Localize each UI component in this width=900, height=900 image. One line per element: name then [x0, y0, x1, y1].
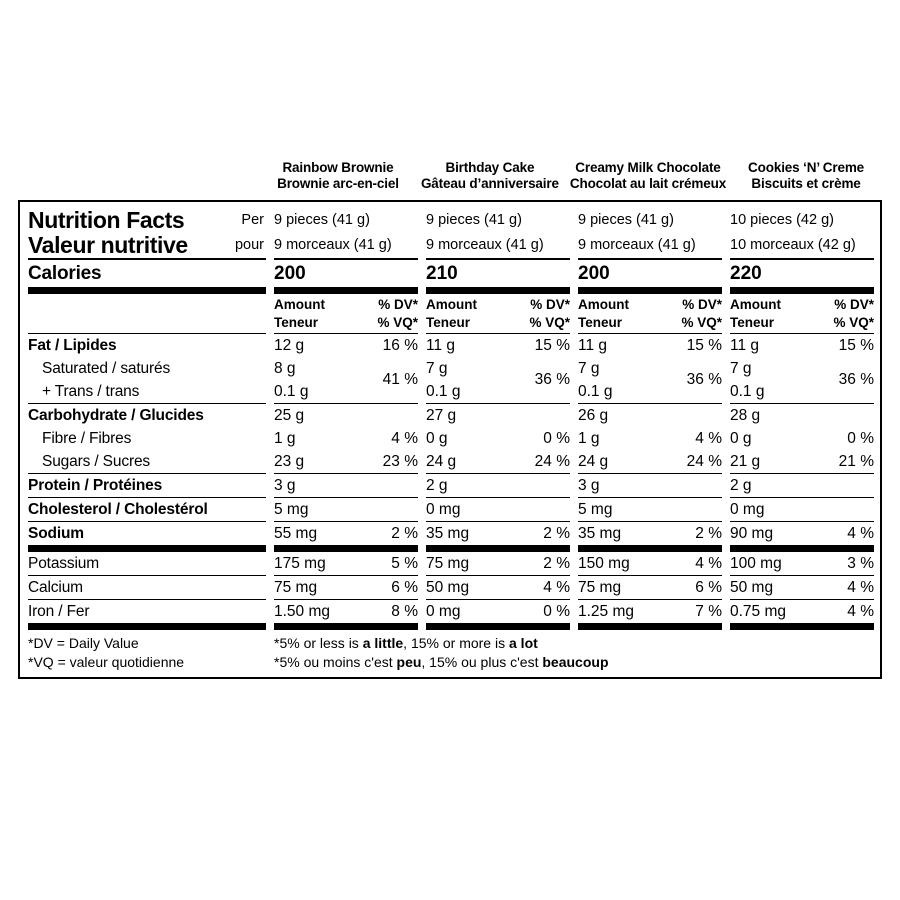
protein-amount: 3 g	[274, 477, 296, 494]
product-name-fr: Brownie arc-en-ciel	[277, 176, 399, 191]
carbohydrate-cell-0	[274, 404, 418, 474]
iron-cell-0	[274, 600, 418, 630]
note-fr-b1: peu	[396, 654, 422, 670]
row-label-sugars: Sugars / Sucres	[42, 453, 151, 470]
calories-value: 210	[426, 263, 458, 284]
fibre-amount: 0 g	[730, 430, 752, 447]
sodium-amount: 35 mg	[578, 525, 622, 542]
gutter	[418, 552, 426, 576]
product-heading-2	[566, 160, 730, 192]
note-fr-b2: beaucoup	[542, 654, 609, 670]
amount-label-en: Amount	[274, 297, 325, 312]
gutter	[570, 334, 578, 404]
fat-group	[20, 334, 880, 404]
title-block	[28, 202, 266, 260]
product-heading-1	[414, 160, 566, 192]
gutter	[418, 600, 426, 630]
sugars-amount: 21 g	[730, 453, 761, 470]
sodium-amount: 90 mg	[730, 525, 774, 542]
carbohydrate-cell-1	[426, 404, 570, 474]
amount-header-1	[426, 294, 570, 334]
dv-label-en: % DV*	[834, 297, 874, 312]
amount-label-en: Amount	[730, 297, 781, 312]
fibre-amount: 0 g	[426, 430, 448, 447]
trans-amount: 0.1 g	[274, 383, 309, 400]
product-name-fr: Chocolat au lait crémeux	[569, 176, 727, 191]
carbohydrate-cell-3	[730, 404, 874, 474]
row-label-saturated: Saturated / saturés	[42, 360, 171, 377]
cholesterol-row	[20, 498, 880, 522]
calcium-dv: 4 %	[543, 579, 570, 596]
sugars-dv: 24 %	[534, 453, 570, 470]
gutter	[722, 474, 730, 498]
gutter	[570, 474, 578, 498]
gutter	[570, 600, 578, 630]
gutter	[418, 522, 426, 552]
product-heading-3	[730, 160, 882, 192]
iron-row	[20, 600, 880, 630]
fat-cell-2	[578, 334, 722, 404]
note-en-b2: a lot	[509, 635, 538, 651]
gutter	[570, 404, 578, 474]
iron-dv: 8 %	[391, 603, 418, 620]
sugars-dv: 23 %	[382, 453, 418, 470]
sugars-dv: 21 %	[838, 453, 874, 470]
gutter	[570, 294, 578, 334]
amount-label-fr: Teneur	[730, 315, 775, 330]
fibre-dv: 0 %	[847, 430, 874, 447]
calories-cell-2	[578, 260, 722, 294]
gutter	[722, 334, 730, 404]
carbohydrate-group	[20, 404, 880, 474]
potassium-label-cell	[28, 552, 266, 576]
note-fr-pre: *5% ou moins c'est	[274, 654, 397, 670]
fat-amount: 11 g	[426, 337, 456, 354]
gutter	[266, 294, 274, 334]
footnote-dv-fr: *VQ = valeur quotidienne	[28, 654, 185, 670]
panel-title	[28, 202, 188, 258]
cholesterol-label-cell	[28, 498, 266, 522]
gutter	[266, 522, 274, 552]
gutter	[570, 202, 578, 260]
carbohydrate-amount: 25 g	[274, 407, 305, 424]
sugars-amount: 24 g	[578, 453, 609, 470]
product-name-en: Creamy Milk Chocolate	[575, 160, 721, 175]
dv-label-en: % DV*	[682, 297, 722, 312]
fat-amount: 12 g	[274, 337, 305, 354]
row-label-cholesterol: Cholesterol / Cholestérol	[28, 501, 208, 518]
calories-row	[20, 260, 880, 294]
calcium-label-cell	[28, 576, 266, 600]
gutter	[418, 294, 426, 334]
sodium-amount: 55 mg	[274, 525, 318, 542]
potassium-cell-1	[426, 552, 570, 576]
serving-fr: 10 morceaux (42 g)	[730, 237, 856, 253]
saturated-amount: 8 g	[274, 360, 296, 377]
protein-row	[20, 474, 880, 498]
sodium-row	[20, 522, 880, 552]
gutter	[570, 576, 578, 600]
calcium-amount: 75 mg	[578, 579, 622, 596]
trans-amount: 0.1 g	[578, 383, 613, 400]
calories-cell-1	[426, 260, 570, 294]
gutter	[722, 260, 730, 294]
amount-header-row	[20, 294, 880, 334]
dv-label-fr: % VQ*	[377, 315, 418, 330]
trans-amount: 0.1 g	[730, 383, 765, 400]
calcium-amount: 50 mg	[730, 579, 774, 596]
fat-cell-0	[274, 334, 418, 404]
fibre-dv: 4 %	[695, 430, 722, 447]
gutter	[722, 600, 730, 630]
amount-label-fr: Teneur	[578, 315, 623, 330]
potassium-cell-0	[274, 552, 418, 576]
product-name-en: Birthday Cake	[445, 160, 535, 175]
gutter	[722, 576, 730, 600]
carbohydrate-amount: 28 g	[730, 407, 761, 424]
serving-cell-3	[730, 202, 874, 260]
calcium-cell-2	[578, 576, 722, 600]
trans-amount: 0.1 g	[426, 383, 461, 400]
calories-cell-3	[730, 260, 874, 294]
saturated-trans-dv: 36 %	[686, 371, 722, 388]
serving-cell-0	[274, 202, 418, 260]
note-en-mid: , 15% or more is	[403, 635, 509, 651]
gutter	[722, 498, 730, 522]
gutter	[266, 474, 274, 498]
serving-cell-2	[578, 202, 722, 260]
fibre-dv: 4 %	[391, 430, 418, 447]
product-headings	[18, 160, 882, 192]
amount-header-3	[730, 294, 874, 334]
iron-cell-3	[730, 600, 874, 630]
sodium-dv: 2 %	[391, 525, 418, 542]
protein-label-cell	[28, 474, 266, 498]
saturated-amount: 7 g	[578, 360, 600, 377]
serving-fr: 9 morceaux (41 g)	[274, 237, 392, 253]
serving-fr: 9 morceaux (41 g)	[578, 237, 696, 253]
gutter	[418, 404, 426, 474]
protein-cell-3	[730, 474, 874, 498]
fat-amount: 11 g	[730, 337, 760, 354]
serving-cell-1	[426, 202, 570, 260]
potassium-dv: 3 %	[847, 555, 874, 572]
sodium-dv: 2 %	[695, 525, 722, 542]
gutter	[418, 334, 426, 404]
product-heading-0	[262, 160, 414, 192]
amount-label-fr: Teneur	[426, 315, 471, 330]
saturated-amount: 7 g	[730, 360, 752, 377]
panel-title-en: Nutrition Facts	[28, 207, 185, 233]
amount-label-fr: Teneur	[274, 315, 319, 330]
serving-fr: 9 morceaux (41 g)	[426, 237, 544, 253]
gutter	[266, 600, 274, 630]
gutter	[266, 334, 274, 404]
row-label-potassium: Potassium	[28, 555, 100, 572]
cholesterol-amount: 5 mg	[274, 501, 309, 518]
per-label	[235, 202, 266, 258]
cholesterol-amount: 0 mg	[426, 501, 461, 518]
sugars-dv: 24 %	[686, 453, 722, 470]
gutter	[266, 404, 274, 474]
dv-label-en: % DV*	[378, 297, 418, 312]
saturated-trans-dv: 36 %	[838, 371, 874, 388]
panel-title-fr: Valeur nutritive	[28, 232, 188, 258]
serving-en: 9 pieces (41 g)	[274, 212, 370, 228]
gutter	[570, 498, 578, 522]
gutter	[266, 202, 274, 260]
gutter	[570, 552, 578, 576]
iron-amount: 1.50 mg	[274, 603, 331, 620]
gutter	[722, 552, 730, 576]
calcium-amount: 75 mg	[274, 579, 318, 596]
nutrition-facts-panel	[18, 200, 882, 679]
saturated-trans-dv: 41 %	[382, 371, 418, 388]
potassium-row	[20, 552, 880, 576]
sodium-cell-3	[730, 522, 874, 552]
gutter	[266, 498, 274, 522]
footnotes	[20, 630, 880, 677]
potassium-cell-2	[578, 552, 722, 576]
carbohydrate-amount: 26 g	[578, 407, 609, 424]
potassium-dv: 5 %	[391, 555, 418, 572]
footnote-dv-en: *DV = Daily Value	[28, 635, 139, 651]
serving-en: 9 pieces (41 g)	[578, 212, 674, 228]
cholesterol-amount: 5 mg	[578, 501, 613, 518]
calcium-cell-3	[730, 576, 874, 600]
calories-label-cell	[28, 260, 266, 294]
gutter	[266, 552, 274, 576]
product-name-en: Rainbow Brownie	[282, 160, 394, 175]
fat-amount: 11 g	[578, 337, 608, 354]
row-label-iron: Iron / Fer	[28, 603, 90, 620]
footnote-interpretation	[266, 634, 609, 672]
calcium-row	[20, 576, 880, 600]
protein-amount: 2 g	[730, 477, 752, 494]
cholesterol-cell-1	[426, 498, 570, 522]
gutter	[266, 576, 274, 600]
calcium-amount: 50 mg	[426, 579, 470, 596]
potassium-amount: 175 mg	[274, 555, 326, 572]
gutter	[722, 404, 730, 474]
dv-label-fr: % VQ*	[833, 315, 874, 330]
potassium-dv: 4 %	[695, 555, 722, 572]
calories-value: 220	[730, 263, 762, 284]
calcium-dv: 6 %	[391, 579, 418, 596]
carbohydrate-labels	[28, 404, 266, 474]
carbohydrate-cell-2	[578, 404, 722, 474]
calcium-dv: 6 %	[695, 579, 722, 596]
iron-amount: 0 mg	[426, 603, 461, 620]
gutter	[418, 576, 426, 600]
note-fr-mid: , 15% ou plus c'est	[421, 654, 543, 670]
row-label-carbohydrate: Carbohydrate / Glucides	[28, 407, 204, 424]
cholesterol-amount: 0 mg	[730, 501, 765, 518]
protein-cell-2	[578, 474, 722, 498]
potassium-cell-3	[730, 552, 874, 576]
note-en-pre: *5% or less is	[274, 635, 363, 651]
cholesterol-cell-2	[578, 498, 722, 522]
note-en-b1: a little	[362, 635, 404, 651]
protein-amount: 2 g	[426, 477, 448, 494]
carbohydrate-amount: 27 g	[426, 407, 457, 424]
row-label-protein: Protein / Protéines	[28, 477, 163, 494]
sodium-cell-1	[426, 522, 570, 552]
fat-dv: 15 %	[686, 337, 722, 354]
sodium-dv: 4 %	[847, 525, 874, 542]
sodium-label-cell	[28, 522, 266, 552]
per-label-en: Per	[241, 212, 264, 228]
calories-cell-0	[274, 260, 418, 294]
iron-cell-1	[426, 600, 570, 630]
fibre-amount: 1 g	[578, 430, 600, 447]
cholesterol-cell-0	[274, 498, 418, 522]
cholesterol-cell-3	[730, 498, 874, 522]
iron-dv: 4 %	[847, 603, 874, 620]
amount-header-2	[578, 294, 722, 334]
sodium-cell-2	[578, 522, 722, 552]
calories-value: 200	[274, 263, 306, 284]
fat-cell-3	[730, 334, 874, 404]
footnote-definitions	[28, 634, 266, 672]
row-label-fat: Fat / Lipides	[28, 337, 117, 354]
potassium-amount: 75 mg	[426, 555, 470, 572]
calories-label: Calories	[28, 263, 102, 284]
footnote-note-en	[274, 634, 609, 653]
iron-label-cell	[28, 600, 266, 630]
gutter	[570, 260, 578, 294]
calcium-cell-0	[274, 576, 418, 600]
row-label-sodium: Sodium	[28, 525, 84, 542]
amount-label-en: Amount	[578, 297, 629, 312]
product-name-fr: Gâteau d’anniversaire	[420, 176, 559, 191]
calcium-dv: 4 %	[847, 579, 874, 596]
calcium-cell-1	[426, 576, 570, 600]
serving-en: 10 pieces (42 g)	[730, 212, 834, 228]
gutter	[722, 294, 730, 334]
amount-header-spacer	[28, 294, 266, 334]
potassium-dv: 2 %	[543, 555, 570, 572]
title-row	[20, 202, 880, 260]
row-label-trans: + Trans / trans	[42, 383, 140, 400]
protein-cell-0	[274, 474, 418, 498]
sugars-amount: 23 g	[274, 453, 305, 470]
gutter	[722, 202, 730, 260]
protein-cell-1	[426, 474, 570, 498]
calories-value: 200	[578, 263, 610, 284]
gutter	[266, 260, 274, 294]
potassium-amount: 150 mg	[578, 555, 630, 572]
per-label-fr: pour	[234, 237, 264, 253]
sodium-amount: 35 mg	[426, 525, 470, 542]
iron-cell-2	[578, 600, 722, 630]
protein-amount: 3 g	[578, 477, 600, 494]
iron-amount: 1.25 mg	[578, 603, 635, 620]
gutter	[418, 474, 426, 498]
dv-label-fr: % VQ*	[681, 315, 722, 330]
gutter	[418, 498, 426, 522]
fat-labels	[28, 334, 266, 404]
sodium-cell-0	[274, 522, 418, 552]
iron-dv: 0 %	[543, 603, 570, 620]
fibre-amount: 1 g	[274, 430, 296, 447]
row-label-calcium: Calcium	[28, 579, 83, 596]
iron-dv: 7 %	[695, 603, 722, 620]
saturated-amount: 7 g	[426, 360, 448, 377]
dv-label-fr: % VQ*	[529, 315, 570, 330]
fat-dv: 15 %	[534, 337, 570, 354]
row-label-fibre: Fibre / Fibres	[42, 430, 132, 447]
gutter	[418, 202, 426, 260]
fat-dv: 16 %	[382, 337, 418, 354]
amount-label-en: Amount	[426, 297, 477, 312]
amount-header-0	[274, 294, 418, 334]
product-name-en: Cookies ‘N’ Creme	[748, 160, 865, 175]
sugars-amount: 24 g	[426, 453, 457, 470]
potassium-amount: 100 mg	[730, 555, 782, 572]
product-name-fr: Biscuits et crème	[751, 176, 861, 191]
iron-amount: 0.75 mg	[730, 603, 787, 620]
gutter	[722, 522, 730, 552]
fat-dv: 15 %	[838, 337, 874, 354]
fat-cell-1	[426, 334, 570, 404]
saturated-trans-dv: 36 %	[534, 371, 570, 388]
serving-en: 9 pieces (41 g)	[426, 212, 522, 228]
fibre-dv: 0 %	[543, 430, 570, 447]
footnote-note-fr	[274, 653, 609, 672]
sodium-dv: 2 %	[543, 525, 570, 542]
gutter	[570, 522, 578, 552]
dv-label-en: % DV*	[530, 297, 570, 312]
gutter	[418, 260, 426, 294]
